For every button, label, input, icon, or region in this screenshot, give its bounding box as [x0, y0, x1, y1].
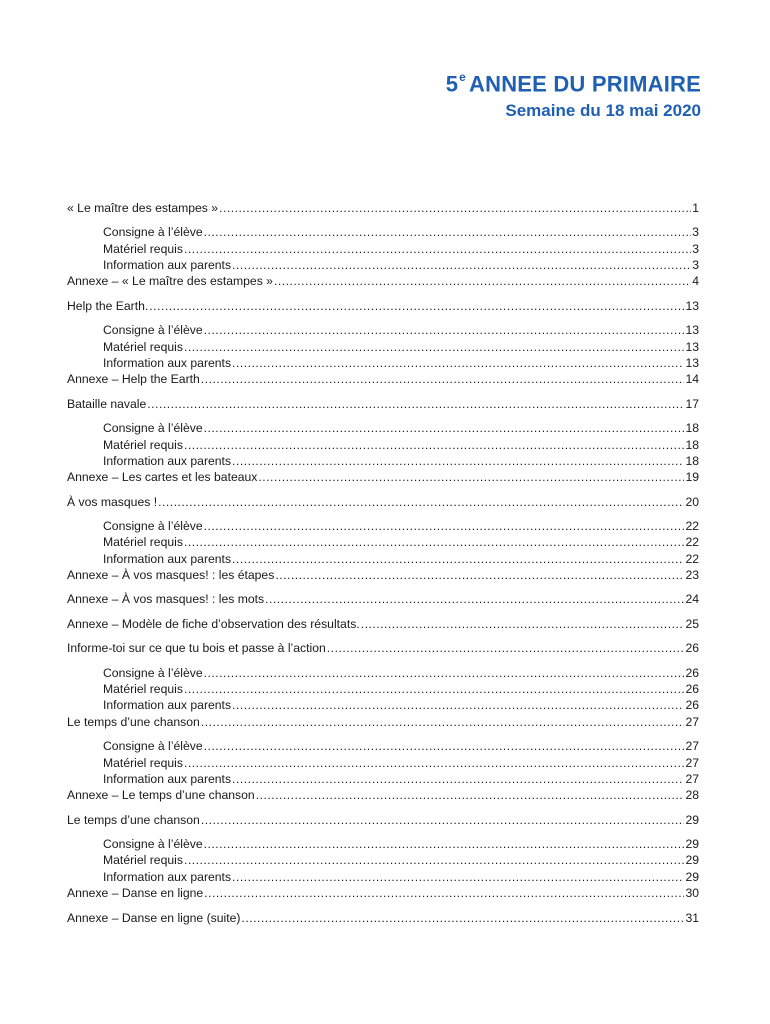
toc-page-number: 20 — [685, 494, 699, 509]
toc-dot-leader — [204, 224, 692, 240]
toc-entry-label: « Le maître des estampes » — [67, 201, 219, 215]
toc-entry-label: Le temps d’une chanson — [67, 812, 200, 827]
toc-dot-leader — [232, 869, 684, 885]
toc-entry-label: Information aux parents — [103, 869, 232, 884]
toc-spacer — [67, 632, 699, 640]
toc-page-number: 22 — [685, 535, 699, 550]
toc-page-number: 29 — [685, 869, 699, 884]
toc-spacer — [67, 657, 699, 665]
toc-spacer — [67, 290, 699, 298]
toc-spacer — [67, 314, 699, 322]
toc-subentry[interactable] — [67, 836, 699, 852]
toc-entry-label: Le temps d’une chanson — [67, 714, 200, 729]
toc-page-number: 30 — [685, 886, 699, 901]
toc-dot-leader — [204, 665, 685, 681]
toc-entry-label: Consigne à l’élève — [103, 665, 203, 680]
toc-subentry[interactable] — [67, 339, 699, 355]
toc-page-number: 27 — [685, 714, 699, 729]
toc-dot-leader — [147, 396, 684, 412]
toc-page-number: 17 — [685, 396, 699, 411]
toc-dot-leader — [184, 755, 685, 771]
toc-page-number: 22 — [685, 551, 699, 566]
toc-entry-label: Annexe – « Le maître des estampes » — [67, 274, 273, 289]
toc-entry-label: Matériel requis — [103, 755, 183, 770]
toc-entry-label: Consigne à l’élève — [103, 739, 203, 754]
toc-entry[interactable] — [67, 567, 699, 583]
toc-dot-leader — [201, 371, 685, 387]
toc-page-number: 29 — [685, 837, 699, 852]
toc-dot-leader — [258, 469, 684, 485]
toc-page-number: 31 — [685, 910, 699, 925]
toc-subentry[interactable] — [67, 518, 699, 534]
toc-spacer — [67, 583, 699, 591]
toc-page-number: 29 — [685, 853, 699, 868]
toc-dot-leader — [158, 494, 684, 510]
toc-entry-label: Help the Earth. — [67, 298, 149, 313]
toc-entry-label: Annexe – Help the Earth — [67, 372, 200, 387]
toc-entry-label: Consigne à l’élève — [103, 421, 203, 436]
toc-page-number: 19 — [685, 470, 699, 485]
table-of-contents — [67, 200, 699, 926]
toc-dot-leader — [232, 551, 684, 567]
toc-dot-leader — [204, 885, 684, 901]
toc-entry[interactable] — [67, 371, 699, 387]
toc-entry-label: Matériel requis — [103, 853, 183, 868]
toc-subentry[interactable] — [67, 551, 699, 567]
toc-entry[interactable] — [67, 640, 699, 656]
document-title — [446, 64, 701, 99]
toc-entry[interactable] — [67, 885, 699, 901]
title-text: ANNEE DU PRIMAIRE — [469, 71, 701, 97]
title-number: 5 — [445, 71, 459, 97]
toc-subentry[interactable] — [67, 257, 699, 273]
toc-subentry[interactable] — [67, 224, 699, 240]
toc-entry-label: Information aux parents — [103, 258, 232, 273]
toc-spacer — [67, 216, 699, 224]
document-header — [446, 64, 701, 123]
toc-dot-leader — [232, 697, 684, 713]
toc-page-number: 3 — [692, 258, 699, 273]
toc-dot-leader — [204, 836, 685, 852]
toc-dot-leader — [275, 567, 684, 583]
toc-dot-leader — [201, 714, 685, 730]
toc-subentry[interactable] — [67, 665, 699, 681]
toc-entry[interactable] — [67, 910, 699, 926]
toc-entry-label: Matériel requis — [103, 535, 183, 550]
toc-page-number: 13 — [685, 323, 699, 338]
toc-entry-label: Annexe – À vos masques! : les mots — [67, 592, 265, 607]
toc-entry[interactable] — [67, 616, 699, 632]
toc-entry[interactable] — [67, 273, 699, 289]
toc-subentry[interactable] — [67, 322, 699, 338]
toc-page-number: 26 — [685, 665, 699, 680]
toc-subentry[interactable] — [67, 869, 699, 885]
toc-dot-leader — [232, 257, 691, 273]
toc-entry[interactable] — [67, 494, 699, 510]
toc-entry-label: Information aux parents — [103, 355, 232, 370]
toc-dot-leader — [241, 910, 684, 926]
title-superscript: e — [459, 70, 467, 84]
toc-page-number: 29 — [685, 812, 699, 827]
toc-entry-label: Matériel requis — [103, 437, 183, 452]
toc-spacer — [67, 608, 699, 616]
toc-entry-label: Matériel requis — [103, 339, 183, 354]
toc-entry-label: Annexe – Danse en ligne (suite) — [67, 910, 241, 925]
toc-spacer — [67, 901, 699, 909]
toc-entry-label: Annexe – À vos masques! : les étapes — [67, 567, 275, 582]
toc-dot-leader — [204, 420, 685, 436]
toc-subentry[interactable] — [67, 241, 699, 257]
toc-page-number: 4 — [692, 274, 699, 289]
toc-page-number: 26 — [685, 641, 699, 656]
toc-page-number: 28 — [685, 788, 699, 803]
toc-dot-leader — [149, 298, 684, 314]
toc-page-number: 23 — [685, 567, 699, 582]
toc-dot-leader — [184, 681, 685, 697]
toc-spacer — [67, 510, 699, 518]
toc-page-number: 13 — [685, 298, 699, 313]
toc-dot-leader — [184, 241, 691, 257]
toc-page-number: 13 — [685, 339, 699, 354]
toc-entry-label: Consigne à l’élève — [103, 225, 203, 240]
toc-dot-leader — [265, 591, 684, 607]
toc-page-number: 27 — [685, 755, 699, 770]
toc-subentry[interactable] — [67, 852, 699, 868]
toc-entry-label: Consigne à l’élève — [103, 519, 203, 534]
toc-subentry[interactable] — [67, 771, 699, 787]
toc-spacer — [67, 485, 699, 493]
toc-page-number: 13 — [685, 355, 699, 370]
toc-entry[interactable] — [67, 469, 699, 485]
toc-dot-leader — [274, 273, 691, 289]
toc-subentry[interactable] — [67, 534, 699, 550]
toc-entry-label: Information aux parents — [103, 453, 232, 468]
toc-entry[interactable] — [67, 298, 699, 314]
toc-page-number: 3 — [692, 241, 699, 256]
toc-page-number: 14 — [685, 372, 699, 387]
toc-entry-label: Annexe – Le temps d’une chanson — [67, 788, 255, 803]
toc-dot-leader — [204, 518, 685, 534]
toc-spacer — [67, 388, 699, 396]
toc-page-number: 26 — [685, 698, 699, 713]
toc-dot-leader — [204, 738, 685, 754]
toc-dot-leader — [184, 437, 685, 453]
document-subtitle: Semaine du 18 mai 2020 — [505, 101, 701, 121]
toc-dot-leader — [256, 787, 685, 803]
toc-entry[interactable] — [67, 396, 699, 412]
toc-entry-label: Matériel requis — [103, 241, 183, 256]
toc-subentry[interactable] — [67, 420, 699, 436]
toc-entry-label: À vos masques ! — [67, 494, 158, 509]
toc-subentry[interactable] — [67, 453, 699, 469]
toc-entry-label: Information aux parents — [103, 551, 232, 566]
toc-entry-label: Annexe – Modèle de fiche d’observation des résultats. — [67, 616, 360, 631]
toc-subentry[interactable] — [67, 738, 699, 754]
toc-entry-label: Annexe – Danse en ligne — [67, 886, 204, 901]
toc-page-number: 25 — [685, 616, 699, 631]
toc-dot-leader — [184, 534, 685, 550]
toc-spacer — [67, 730, 699, 738]
toc-dot-leader — [204, 322, 685, 338]
toc-entry[interactable] — [67, 787, 699, 803]
toc-subentry[interactable] — [67, 355, 699, 371]
toc-entry[interactable] — [67, 200, 699, 216]
toc-page-number: 18 — [685, 421, 699, 436]
toc-dot-leader — [232, 453, 684, 469]
toc-spacer — [67, 828, 699, 836]
toc-subentry[interactable] — [67, 755, 699, 771]
toc-page-number: 27 — [685, 771, 699, 786]
toc-entry[interactable] — [67, 714, 699, 730]
toc-subentry[interactable] — [67, 697, 699, 713]
toc-spacer — [67, 803, 699, 811]
toc-page-number: 22 — [685, 519, 699, 534]
toc-page-number: 26 — [685, 682, 699, 697]
toc-entry-label: Consigne à l’élève — [103, 837, 203, 852]
toc-dot-leader — [232, 355, 684, 371]
toc-dot-leader — [201, 812, 685, 828]
toc-entry-label: Bataille navale — [67, 396, 147, 411]
toc-page-number: 18 — [685, 453, 699, 468]
toc-entry[interactable] — [67, 591, 699, 607]
toc-entry-label: Annexe – Les cartes et les bateaux — [67, 470, 258, 485]
toc-subentry[interactable] — [67, 681, 699, 697]
toc-page-number: 1 — [692, 201, 699, 215]
toc-entry-label: Matériel requis — [103, 682, 183, 697]
toc-entry[interactable] — [67, 812, 699, 828]
toc-entry-label: Information aux parents — [103, 771, 232, 786]
toc-page-number: 18 — [685, 437, 699, 452]
toc-spacer — [67, 412, 699, 420]
toc-entry-label: Information aux parents — [103, 698, 232, 713]
toc-dot-leader — [327, 640, 685, 656]
toc-dot-leader — [232, 771, 684, 787]
toc-dot-leader — [219, 200, 691, 216]
toc-page-number: 24 — [685, 592, 699, 607]
toc-entry-label: Informe-toi sur ce que tu bois et passe à l’action — [67, 641, 326, 656]
toc-page-number: 3 — [692, 225, 699, 240]
toc-subentry[interactable] — [67, 437, 699, 453]
toc-entry-label: Consigne à l’élève — [103, 323, 203, 338]
toc-dot-leader — [184, 339, 685, 355]
toc-page-number: 27 — [685, 739, 699, 754]
toc-dot-leader — [184, 852, 685, 868]
toc-dot-leader — [361, 616, 685, 632]
